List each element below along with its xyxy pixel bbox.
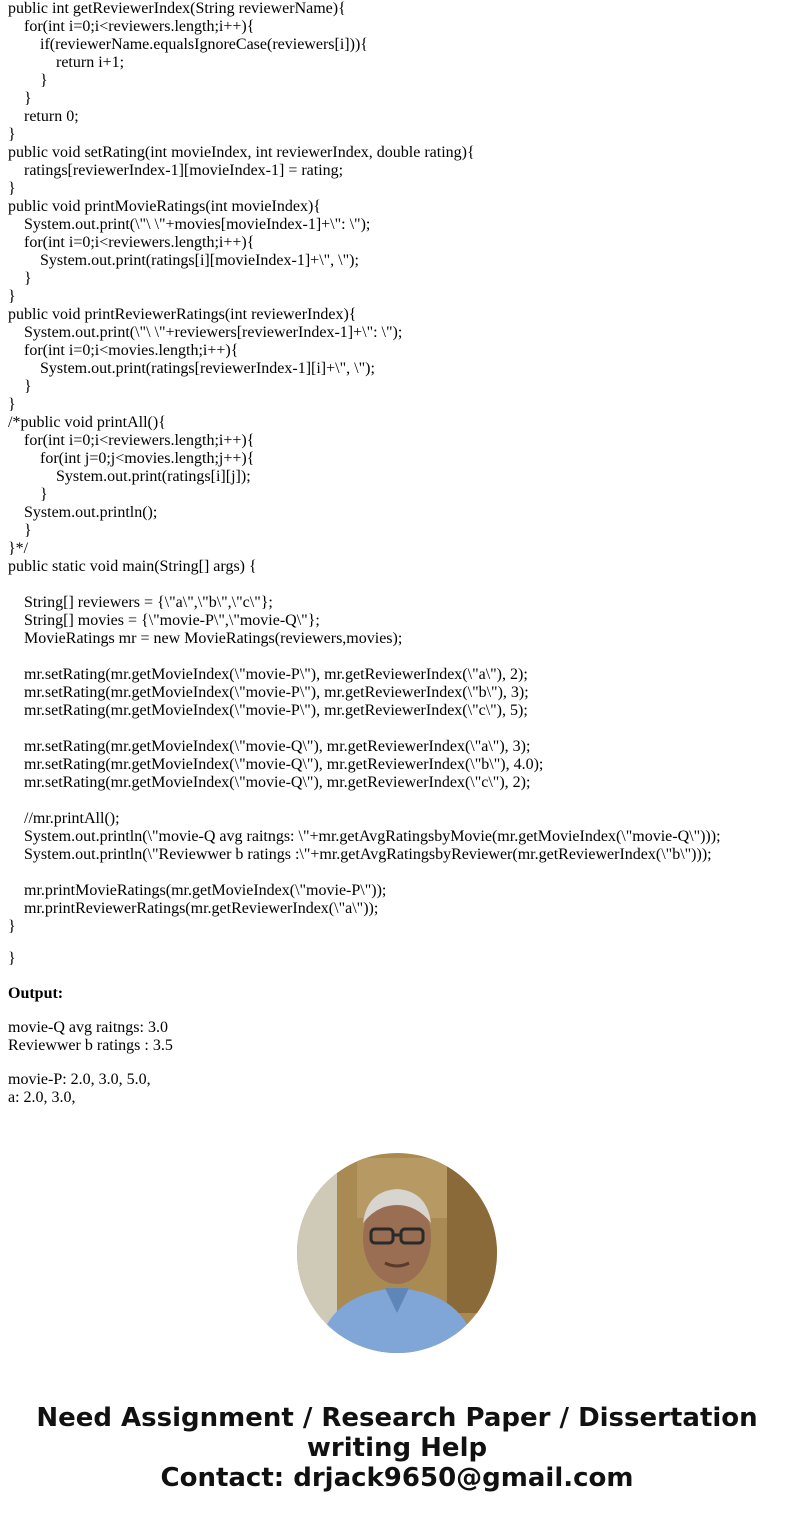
code-line (8, 720, 721, 738)
code-line: return i+1; (8, 54, 125, 71)
code-line: mr.setRating(mr.getMovieIndex(\"movie-Q\"), mr.getReviewerIndex(\"a\"), 3); (8, 738, 531, 755)
code-line: /*public void printAll(){ (8, 414, 166, 431)
code-line: } (8, 180, 16, 197)
code-line: System.out.println(\"Reviewwer b ratings :\"+mr.getAvgRatingsbyReviewer(mr.getReviewerIndex(\"b\"))); (8, 846, 712, 863)
code-line: } (8, 72, 48, 89)
code-line: public void printMovieRatings(int movieIndex){ (8, 198, 321, 215)
code-line: String[] movies = {\"movie-P\",\"movie-Q\"}; (8, 612, 320, 629)
code-line: } (8, 522, 32, 539)
code-line: for(int i=0;i<reviewers.length;i++){ (8, 234, 255, 251)
code-line: if(reviewerName.equalsIgnoreCase(reviewers[i])){ (8, 36, 368, 53)
code-line (8, 864, 721, 882)
author-avatar (297, 1153, 497, 1353)
code-line: mr.setRating(mr.getMovieIndex(\"movie-Q\"), mr.getReviewerIndex(\"c\"), 2); (8, 774, 531, 791)
code-line: return 0; (8, 108, 79, 125)
code-line: } (8, 90, 32, 107)
banner-line: Need Assignment / Research Paper / Dissertation (36, 1403, 758, 1433)
code-line: mr.setRating(mr.getMovieIndex(\"movie-P\"), mr.getReviewerIndex(\"a\"), 2); (8, 666, 528, 683)
code-line: System.out.print(ratings[i][j]); (8, 468, 251, 485)
code-line: public int getReviewerIndex(String reviewerName){ (8, 0, 346, 17)
code-line: } (8, 378, 32, 395)
code-line: for(int i=0;i<movies.length;i++){ (8, 342, 239, 359)
code-line (8, 648, 721, 666)
assignment-help-banner (0, 1403, 794, 1493)
output-line: a: 2.0, 3.0, (8, 1089, 76, 1106)
code-line: public void setRating(int movieIndex, int reviewerIndex, double rating){ (8, 144, 475, 161)
code-line: mr.setRating(mr.getMovieIndex(\"movie-Q\"), mr.getReviewerIndex(\"b\"), 4.0); (8, 756, 544, 773)
code-line: System.out.print(ratings[i][movieIndex-1]+\", \"); (8, 252, 359, 269)
code-line: for(int j=0;j<movies.length;j++){ (8, 450, 255, 467)
code-line (8, 576, 721, 594)
code-line: }*/ (8, 540, 29, 557)
banner-line: writing Help (306, 1433, 488, 1463)
code-line: System.out.print(\"\ \"+movies[movieIndex-1]+\": \"); (8, 216, 371, 233)
code-line: mr.printMovieRatings(mr.getMovieIndex(\"movie-P\")); (8, 882, 387, 899)
code-line: public static void main(String[] args) { (8, 558, 257, 575)
code-line: String[] reviewers = {\"a\",\"b\",\"c\"}; (8, 594, 273, 611)
code-line: } (8, 918, 16, 935)
code-line (8, 792, 721, 810)
banner-contact-line: Contact: drjack9650@gmail.com (160, 1463, 634, 1493)
code-line: System.out.print(ratings[reviewerIndex-1][i]+\", \"); (8, 360, 375, 377)
code-line: System.out.println(); (8, 504, 158, 521)
code-line: ratings[reviewerIndex-1][movieIndex-1] = rating; (8, 162, 344, 179)
code-line: } (8, 126, 16, 143)
code-line: for(int i=0;i<reviewers.length;i++){ (8, 18, 255, 35)
code-line: mr.setRating(mr.getMovieIndex(\"movie-P\"), mr.getReviewerIndex(\"c\"), 5); (8, 702, 528, 719)
code-line: System.out.println(\"movie-Q avg raitngs: \"+mr.getAvgRatingsbyMovie(mr.getMovieIndex(\"movie-Q\"))); (8, 828, 721, 845)
code-line: } (8, 270, 32, 287)
code-line: public void printReviewerRatings(int reviewerIndex){ (8, 306, 357, 323)
author-portrait-image (297, 1153, 497, 1353)
code-line: for(int i=0;i<reviewers.length;i++){ (8, 432, 255, 449)
code-line: MovieRatings mr = new MovieRatings(reviewers,movies); (8, 630, 403, 647)
code-line: } (8, 486, 48, 503)
code-line: System.out.print(\"\ \"+reviewers[reviewerIndex-1]+\": \"); (8, 324, 403, 341)
output-line: Reviewwer b ratings : 3.5 (8, 1037, 173, 1054)
code-line: mr.printReviewerRatings(mr.getReviewerIndex(\"a\")); (8, 900, 379, 917)
code-line: mr.setRating(mr.getMovieIndex(\"movie-P\"), mr.getReviewerIndex(\"b\"), 3); (8, 684, 529, 701)
output-line: movie-Q avg raitngs: 3.0 (8, 1019, 168, 1036)
code-line: } (8, 288, 16, 305)
code-line: //mr.printAll(); (8, 810, 120, 827)
output-line: movie-P: 2.0, 3.0, 5.0, (8, 1071, 151, 1088)
code-line: } (8, 396, 16, 413)
class-closing-brace: } (8, 950, 16, 967)
code-listing (8, 0, 721, 936)
output-heading: Output: (8, 985, 64, 1002)
output-block-ratings (8, 1071, 151, 1107)
output-block-averages (8, 1019, 173, 1055)
